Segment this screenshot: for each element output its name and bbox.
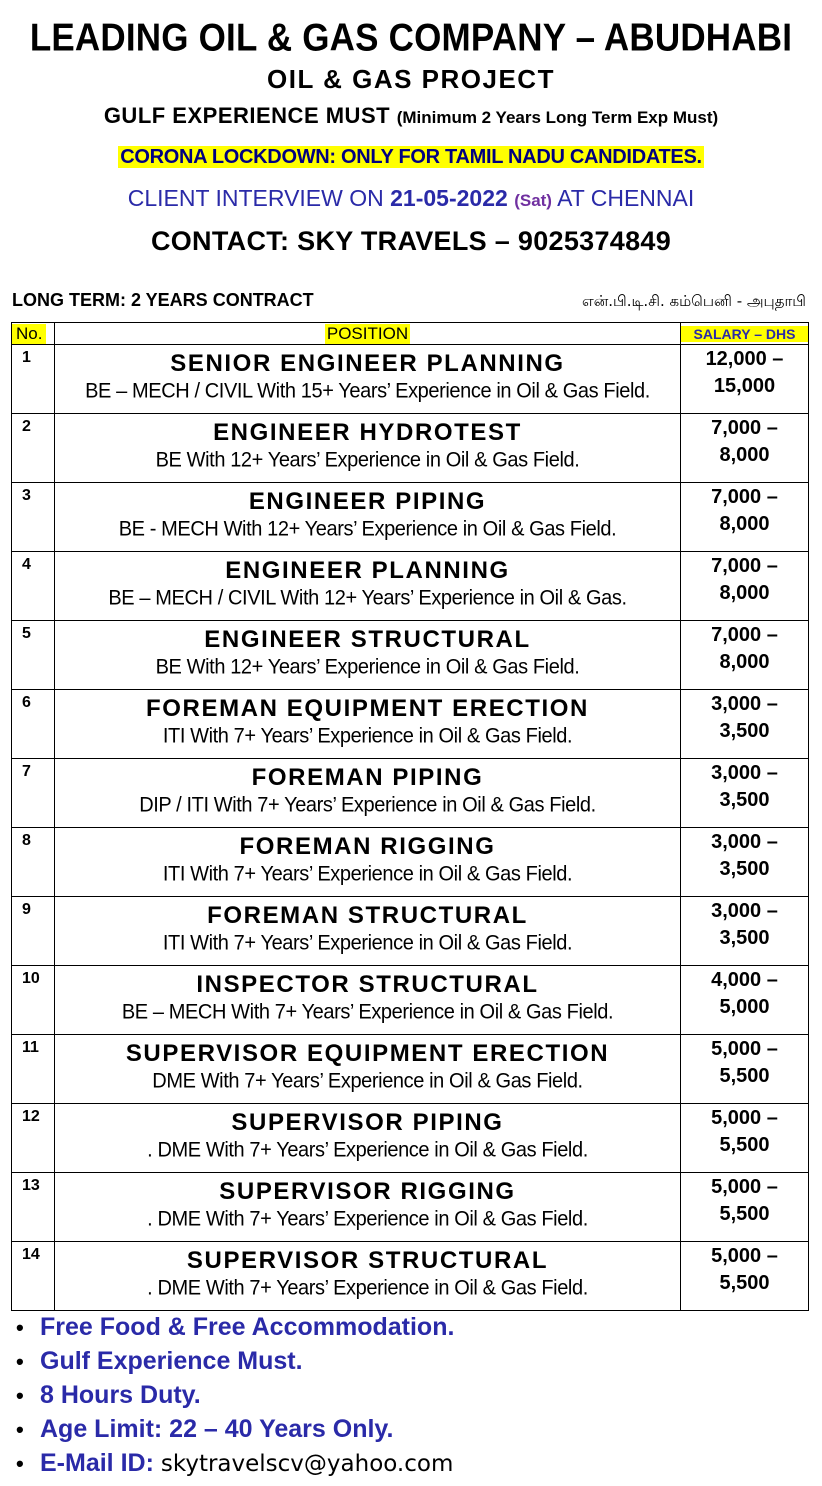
list-item	[16, 1310, 454, 1344]
position-requirement: BE – MECH With 7+ Years’ Experience in Oil & Gas Field.	[121, 1000, 614, 1024]
salary-min: 5,000 –	[711, 1038, 778, 1060]
email-address[interactable]: skytravelscv@yahoo.com	[160, 1451, 454, 1477]
salary-max: 5,000	[719, 996, 770, 1018]
salary-max: 3,500	[719, 720, 770, 742]
salary-max: 8,000	[719, 513, 770, 535]
notice-text: CORONA LOCKDOWN: ONLY FOR TAMIL NADU CANDIDATES.	[120, 146, 702, 168]
table-row	[12, 1104, 809, 1173]
salary-min: 3,000 –	[711, 693, 778, 715]
contact-line: CONTACT: SKY TRAVELS – 9025374849	[150, 226, 672, 256]
salary-cell	[681, 621, 809, 690]
salary-min: 3,000 –	[711, 900, 778, 922]
experience-note: (Minimum 2 Years Long Term Exp Must)	[396, 108, 719, 127]
position-title: SUPERVISOR PIPING	[231, 1109, 504, 1136]
bullet-icon: •	[16, 1451, 24, 1476]
table-row	[12, 759, 809, 828]
salary-max: 8,000	[719, 582, 770, 604]
salary-max: 3,500	[719, 858, 770, 880]
position-cell	[55, 828, 681, 897]
position-title: FOREMAN STRUCTURAL	[207, 902, 528, 929]
table-header-row	[12, 323, 809, 345]
salary-min: 4,000 –	[711, 969, 778, 991]
interview-prefix: CLIENT INTERVIEW ON	[127, 185, 384, 211]
header-position	[55, 323, 681, 345]
header-position-label: POSITION	[326, 323, 409, 343]
position-requirement: BE - MECH With 12+ Years’ Experience in Oil & Gas Field.	[118, 517, 617, 541]
experience-requirement	[0, 103, 822, 129]
bullet-icon: •	[16, 1315, 24, 1340]
salary-min: 5,000 –	[711, 1176, 778, 1198]
list-item	[16, 1412, 454, 1446]
salary-min: 7,000 –	[711, 624, 778, 646]
salary-cell	[681, 897, 809, 966]
contract-term: LONG TERM: 2 YEARS CONTRACT	[12, 290, 314, 310]
position-cell	[55, 1104, 681, 1173]
table-row	[12, 1173, 809, 1242]
position-title: ENGINEER HYDROTEST	[213, 419, 522, 446]
row-number: 3	[12, 483, 55, 552]
position-title: SUPERVISOR EQUIPMENT ERECTION	[125, 1040, 610, 1067]
position-title: SENIOR ENGINEER PLANNING	[170, 350, 565, 377]
table-row	[12, 966, 809, 1035]
position-title: SUPERVISOR RIGGING	[219, 1178, 516, 1205]
salary-cell	[681, 1104, 809, 1173]
position-cell	[55, 690, 681, 759]
position-requirement: BE With 12+ Years’ Experience in Oil & Gas Field.	[155, 448, 580, 472]
position-requirement: . DME With 7+ Years’ Experience in Oil & Gas Field.	[147, 1276, 588, 1300]
position-cell	[55, 1035, 681, 1104]
position-cell	[55, 621, 681, 690]
salary-max: 3,500	[719, 789, 770, 811]
company-name-tamil: என்.பி.டி.சி. கம்பெனி - அபுதாபி	[582, 292, 806, 310]
salary-cell	[681, 759, 809, 828]
positions-table	[11, 322, 809, 1311]
salary-max: 15,000	[713, 375, 776, 397]
position-requirement: ITI With 7+ Years’ Experience in Oil & Gas Field.	[162, 862, 573, 886]
interview-day: (Sat)	[514, 191, 552, 210]
salary-cell	[681, 1035, 809, 1104]
benefits-list	[16, 1310, 454, 1480]
row-number: 8	[12, 828, 55, 897]
table-row	[12, 414, 809, 483]
perk-food: Free Food & Free Accommodation.	[40, 1313, 455, 1341]
header-no	[12, 323, 55, 345]
row-number: 9	[12, 897, 55, 966]
position-cell	[55, 1242, 681, 1311]
salary-min: 7,000 –	[711, 417, 778, 439]
position-cell	[55, 552, 681, 621]
experience-label: GULF EXPERIENCE MUST	[103, 103, 391, 128]
position-cell	[55, 966, 681, 1035]
header-no-label: No.	[12, 324, 46, 344]
salary-min: 5,000 –	[711, 1245, 778, 1267]
list-item	[16, 1344, 454, 1378]
table-row	[12, 690, 809, 759]
table-row	[12, 1035, 809, 1104]
table-row	[12, 897, 809, 966]
perk-gulf: Gulf Experience Must.	[40, 1347, 303, 1375]
position-title: FOREMAN RIGGING	[239, 833, 496, 860]
header-salary-label: SALARY – DHS	[681, 326, 808, 342]
position-requirement: ITI With 7+ Years’ Experience in Oil & Gas Field.	[162, 724, 573, 748]
interview-suffix: AT CHENNAI	[557, 185, 695, 211]
position-title: ENGINEER PLANNING	[225, 557, 510, 584]
position-requirement: . DME With 7+ Years’ Experience in Oil & Gas Field.	[147, 1138, 588, 1162]
salary-min: 3,000 –	[711, 762, 778, 784]
header-salary	[681, 323, 809, 345]
row-number: 12	[12, 1104, 55, 1173]
bullet-icon: •	[16, 1383, 24, 1408]
salary-cell	[681, 345, 809, 414]
position-requirement: DIP / ITI With 7+ Years’ Experience in Oil & Gas Field.	[139, 793, 596, 817]
salary-min: 12,000 –	[705, 348, 784, 370]
table-row	[12, 552, 809, 621]
position-cell	[55, 414, 681, 483]
salary-max: 5,500	[719, 1134, 770, 1156]
position-requirement: DME With 7+ Years’ Experience in Oil & Gas Field.	[152, 1069, 583, 1093]
salary-min: 3,000 –	[711, 831, 778, 853]
bullet-icon: •	[16, 1417, 24, 1442]
position-requirement: ITI With 7+ Years’ Experience in Oil & Gas Field.	[162, 931, 573, 955]
salary-cell	[681, 414, 809, 483]
salary-max: 5,500	[719, 1065, 770, 1087]
row-number: 1	[12, 345, 55, 414]
position-title: ENGINEER PIPING	[248, 488, 487, 515]
position-title: ENGINEER STRUCTURAL	[204, 626, 531, 653]
email-label: E-Mail ID:	[40, 1449, 154, 1477]
row-number: 11	[12, 1035, 55, 1104]
bullet-icon: •	[16, 1349, 24, 1374]
position-cell	[55, 759, 681, 828]
position-requirement: BE – MECH / CIVIL With 12+ Years’ Experience in Oil & Gas.	[108, 586, 627, 610]
interview-line	[0, 185, 822, 212]
salary-max: 5,500	[719, 1272, 770, 1294]
page-title: LEADING OIL & GAS COMPANY – ABUDHABI	[29, 15, 793, 60]
interview-date: 21-05-2022	[390, 185, 508, 211]
row-number: 4	[12, 552, 55, 621]
table-row	[12, 483, 809, 552]
position-title: SUPERVISOR STRUCTURAL	[186, 1247, 549, 1274]
position-cell	[55, 483, 681, 552]
salary-cell	[681, 1242, 809, 1311]
salary-max: 3,500	[719, 927, 770, 949]
position-requirement: . DME With 7+ Years’ Experience in Oil & Gas Field.	[147, 1207, 588, 1231]
position-requirement: BE – MECH / CIVIL With 15+ Years’ Experience in Oil & Gas Field.	[85, 379, 650, 403]
row-number: 10	[12, 966, 55, 1035]
position-cell	[55, 345, 681, 414]
row-number: 13	[12, 1173, 55, 1242]
notice-banner	[0, 146, 822, 169]
salary-min: 7,000 –	[711, 555, 778, 577]
salary-cell	[681, 966, 809, 1035]
table-row	[12, 621, 809, 690]
table-row	[12, 828, 809, 897]
position-requirement: BE With 12+ Years’ Experience in Oil & Gas Field.	[155, 655, 580, 679]
row-number: 14	[12, 1242, 55, 1311]
perk-age: Age Limit: 22 – 40 Years Only.	[40, 1415, 394, 1443]
salary-max: 5,500	[719, 1203, 770, 1225]
perk-duty: 8 Hours Duty.	[40, 1381, 201, 1409]
position-title: INSPECTOR STRUCTURAL	[196, 971, 539, 998]
salary-max: 8,000	[719, 444, 770, 466]
salary-cell	[681, 690, 809, 759]
position-title: FOREMAN PIPING	[251, 764, 484, 791]
salary-cell	[681, 828, 809, 897]
row-number: 7	[12, 759, 55, 828]
salary-min: 7,000 –	[711, 486, 778, 508]
row-number: 5	[12, 621, 55, 690]
position-cell	[55, 897, 681, 966]
list-item	[16, 1446, 454, 1480]
salary-cell	[681, 483, 809, 552]
table-row	[12, 1242, 809, 1311]
salary-cell	[681, 552, 809, 621]
salary-cell	[681, 1173, 809, 1242]
project-subtitle: OIL & GAS PROJECT	[267, 64, 555, 94]
table-row	[12, 345, 809, 414]
row-number: 2	[12, 414, 55, 483]
salary-min: 5,000 –	[711, 1107, 778, 1129]
position-title: FOREMAN EQUIPMENT ERECTION	[146, 695, 589, 722]
row-number: 6	[12, 690, 55, 759]
position-cell	[55, 1173, 681, 1242]
list-item	[16, 1378, 454, 1412]
salary-max: 8,000	[719, 651, 770, 673]
